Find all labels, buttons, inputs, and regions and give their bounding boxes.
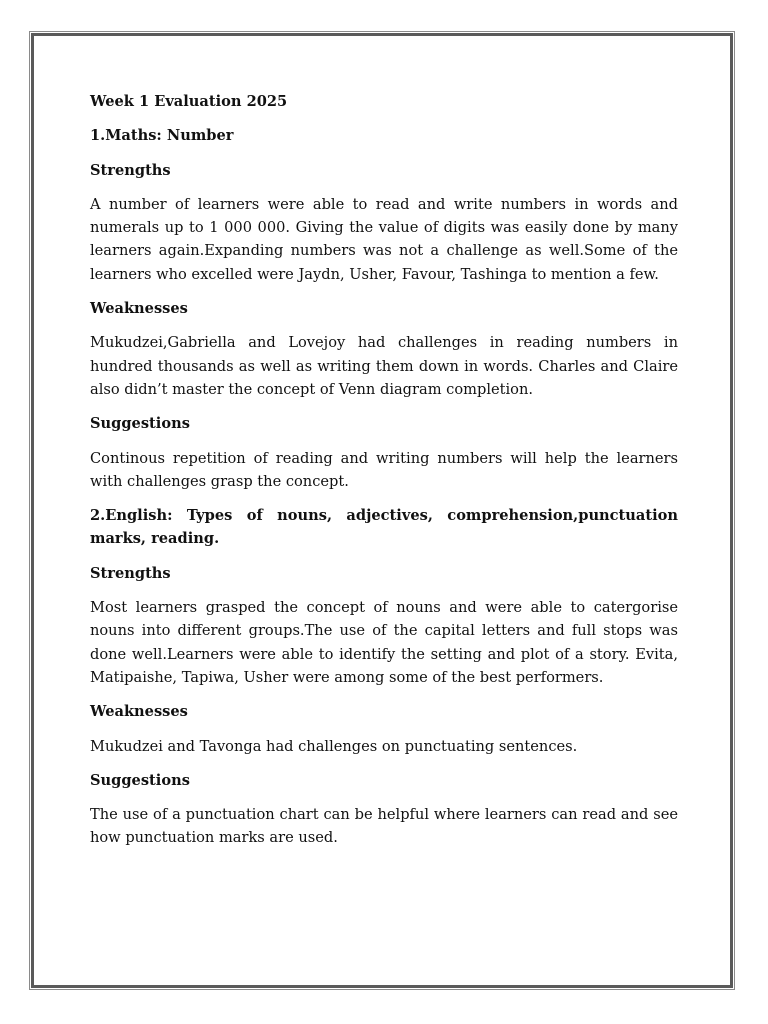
weaknesses-text-maths: Mukudzei,Gabriella and Lovejoy had challenges in reading numbers in hundred thousands as well as writing them down in words. Charles and Claire also didn’t master the concept of Venn diagram completion. — [90, 334, 678, 398]
suggestions-text-maths: Continous repetition of reading and writing numbers will help the learners with challenges grasp the concept. — [90, 449, 678, 490]
weaknesses-heading-english: Weaknesses — [90, 703, 188, 721]
suggestions-heading-english: Suggestions — [90, 771, 190, 789]
strengths-text-maths: A number of learners were able to read and write numbers in words and numerals up to 1 000 000. Giving the value of digits was easily done by many learners again.Expanding numbers was not a challenge as well.Some of the learners who excelled were Jaydn, Usher, Favour, Tashinga to mention a few. — [90, 195, 678, 283]
weaknesses-text-english: Mukudzei and Tavonga had challenges on punctuating sentences. — [90, 737, 578, 755]
suggestions-heading-maths: Suggestions — [90, 415, 190, 433]
document-title: Week 1 Evaluation 2025 — [90, 93, 288, 110]
strengths-heading-english: Strengths — [90, 564, 171, 582]
weaknesses-heading-maths: Weaknesses — [90, 300, 188, 318]
strengths-heading-maths: Strengths — [90, 161, 171, 179]
section-title-english: 2.English: Types of nouns, adjectives, comprehension,punctuation marks, reading. — [90, 507, 678, 548]
suggestions-text-english: The use of a punctuation chart can be helpful where learners can read and see how punctuation marks are used. — [90, 806, 678, 847]
document-body — [90, 90, 678, 861]
section-title-maths: 1.Maths: Number — [90, 127, 234, 145]
strengths-text-english: Most learners grasped the concept of nouns and were able to catergorise nouns into different groups.The use of the capital letters and full stops was done well.Learners were able to identify the setting and plot of a story. Evita, Matipaishe, Tapiwa, Usher were among some of the best performers. — [90, 599, 678, 686]
section-english — [90, 504, 678, 850]
section-maths — [90, 124, 678, 493]
